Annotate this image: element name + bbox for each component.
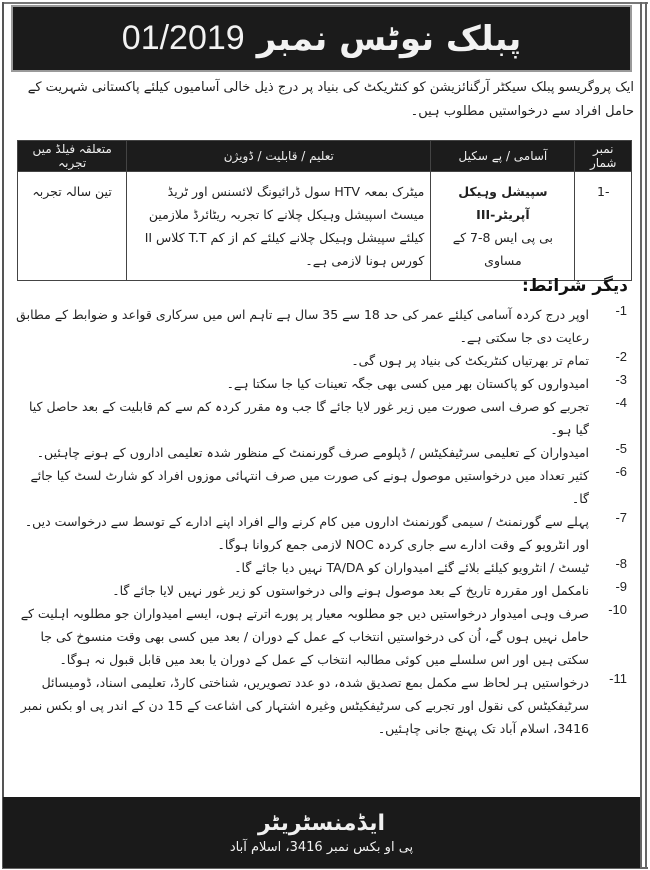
footer-banner <box>3 797 640 868</box>
post-title: سپیشل وہیکل آپریٹر-III <box>458 184 548 222</box>
item-number: -5 <box>615 441 627 456</box>
item-text: ٹیسٹ / انٹرویو کیلئے بلائے گئے امیدواران کو TA/DA نہیں دیا جائے گا۔ <box>234 560 589 575</box>
cell-experience: تین سالہ تجربہ <box>18 172 127 281</box>
cell-serial: -1 <box>575 172 632 281</box>
cell-post-scale <box>431 172 575 281</box>
frame-border-left <box>2 2 4 868</box>
conditions-list <box>16 303 627 740</box>
list-item <box>16 556 627 579</box>
issuer-title: ایڈمنسٹریٹر <box>257 810 386 836</box>
notice-number: 01/2019 <box>121 19 245 57</box>
notice-title-banner <box>11 5 632 72</box>
item-text: اوپر درج کردہ آسامی کیلئے عمر کی حد 18 سے 35 سال ہے تاہم اس میں سرکاری قواعد و ضوابط کے مطابق رعایت دی جا سکتی ہے۔ <box>16 307 589 345</box>
item-number: -6 <box>615 464 627 479</box>
list-item <box>16 395 627 441</box>
header-serial: نمبر شمار <box>575 141 632 172</box>
intro-paragraph: ایک پروگریسو پبلک سیکٹر آرگنائزیشن کو کنٹریکٹ کی بنیاد پر درج ذیل خالی آسامیوں کیلئے پاکستانی شہریت کے حامل افراد سے درخواستیں مطلوب ہیں۔ <box>27 80 634 119</box>
list-item <box>16 464 627 510</box>
item-number: -11 <box>609 671 627 686</box>
frame-border-right-outer <box>645 2 647 868</box>
list-item <box>16 671 627 740</box>
item-number: -1 <box>615 303 627 318</box>
header-post-scale: آسامی / پے سکیل <box>431 141 575 172</box>
item-text: امیدواران کے تعلیمی سرٹیفکیٹس / ڈپلومے صرف گورنمنٹ کے منظور شدہ تعلیمی اداروں کے ہونے چاہئیں۔ <box>36 445 589 460</box>
vacancy-table <box>17 140 632 281</box>
item-number: -10 <box>608 602 627 617</box>
list-item <box>16 441 627 464</box>
list-item <box>16 602 627 671</box>
item-text: کثیر تعداد میں درخواستیں موصول ہونے کی صورت میں صرف انتہائی موزوں افراد کو شارٹ لسٹ کیا جائے گا۔ <box>30 468 589 506</box>
table-header-row <box>18 141 632 172</box>
post-scale: بی پی ایس 8-7 کے مساوی <box>452 230 554 268</box>
item-text: امیدواروں کو پاکستان بھر میں کسی بھی جگہ تعینات کیا جا سکتا ہے۔ <box>226 376 589 391</box>
item-text: نامکمل اور مقررہ تاریخ کے بعد موصول ہونے والی درخواستوں کو زیر غور نہیں لایا جائے گا۔ <box>112 583 589 598</box>
issuer-address: پی او بکس نمبر 3416، اسلام آباد <box>229 839 414 855</box>
cell-qualification: میٹرک بمعہ HTV سول ڈرائیونگ لائسنس اور ٹریڈ میسٹ اسپیشل وہیکل چلانے کا تجربہ ریٹائرڈ ملازمین کیلئے سپیشل وہیکل چلانے کیلئے کم از کم T.T کلاس II کورس ہونا لازمی ہے۔ <box>127 172 431 281</box>
item-text: تجربے کو صرف اسی صورت میں زیر غور لایا جائے گا جب وہ مقرر کردہ کم سے کم قابلیت کے بعد حاصل کیا گیا ہو۔ <box>28 399 589 437</box>
list-item <box>16 579 627 602</box>
table-row <box>18 172 632 281</box>
list-item <box>16 372 627 395</box>
item-number: -2 <box>615 349 627 364</box>
item-text: تمام تر بھرتیاں کنٹریکٹ کی بنیاد پر ہوں گی۔ <box>351 353 589 368</box>
item-number: -9 <box>615 579 627 594</box>
item-text: درخواستیں ہر لحاظ سے مکمل بمع تصدیق شدہ، دو عدد تصویریں، شناختی کارڈ، تعلیمی اسناد، ڈومیسائل سرٹیفکیٹس کی نقول اور تجربے کی سرٹیفکیٹس وغیرہ اشتہار کی اشاعت کے 15 دن کے اندر پی او بکس نمبر 3416، اسلام آباد تک پہنچ جانی چاہئیں۔ <box>20 675 589 736</box>
frame-border-right-inner <box>640 2 642 868</box>
item-number: -8 <box>615 556 627 571</box>
item-text: صرف وہی امیدوار درخواستیں دیں جو مطلوبہ معیار پر پورے اترتے ہوں، ایسے امیدواران جو مطلوبہ اہلیت کے حامل نہیں ہوں گے، اُن کی درخواستیں انتخاب کے عمل کے دوران / بعد میں کسی بھی وقت منسوخ کی جا سکتی ہیں اور اس سلسلے میں کوئی مطالبہ انتخاب کے عمل کے دوران یا بعد میں قابل قبول نہ ہوگا۔ <box>20 606 589 667</box>
header-qualification: تعلیم / قابلیت / ڈویژن <box>127 141 431 172</box>
item-text: پہلے سے گورنمنٹ / سیمی گورنمنٹ اداروں میں کام کرنے والے افراد اپنے ادارے کے توسط سے درخواست دیں۔ اور انٹرویو کے وقت ادارے سے جاری کردہ NOC لازمی جمع کروانا ہوگا۔ <box>24 514 589 552</box>
item-number: -7 <box>615 510 627 525</box>
notice-title: پبلک نوٹس نمبر <box>256 18 522 59</box>
frame-border-top <box>2 2 648 4</box>
conditions-heading: دیگر شرائط: <box>522 276 628 296</box>
item-number: -3 <box>615 372 627 387</box>
list-item <box>16 349 627 372</box>
list-item <box>16 510 627 556</box>
header-experience: متعلقہ فیلڈ میں تجربہ <box>18 141 127 172</box>
item-number: -4 <box>615 395 627 410</box>
list-item <box>16 303 627 349</box>
